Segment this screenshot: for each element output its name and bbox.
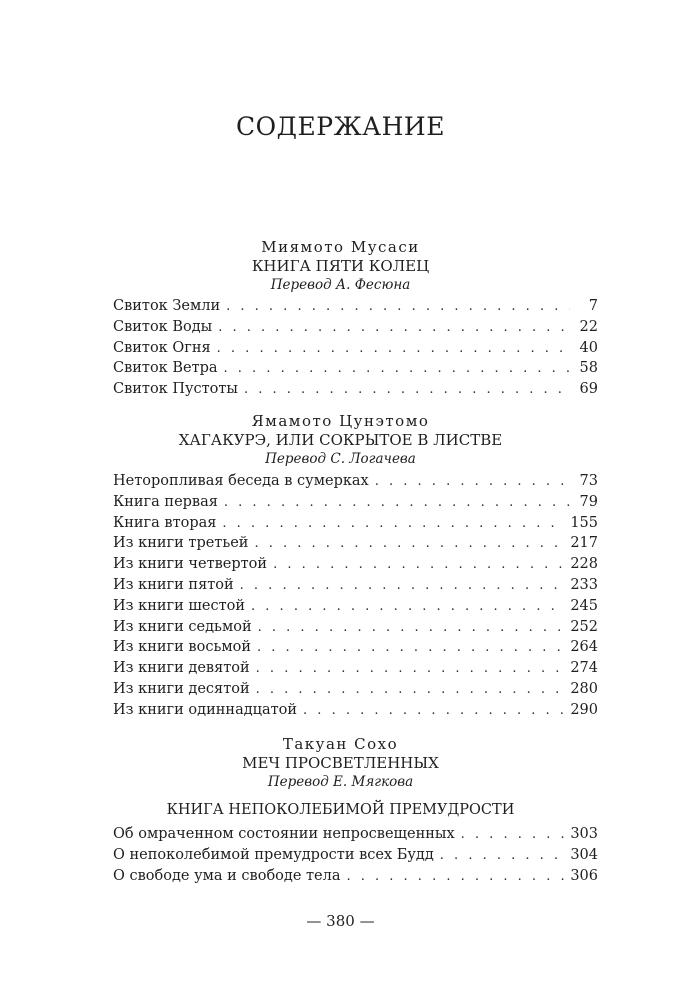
toc-list-tsunetomo xyxy=(113,473,598,723)
toc-entry[interactable] xyxy=(113,494,598,515)
toc-entry-label: Об омраченном состоянии непросвещенных xyxy=(113,826,455,842)
book-author: Миямото Мусаси xyxy=(261,238,420,256)
toc-entry-page: 155 xyxy=(570,514,598,531)
toc-leader-dots xyxy=(375,474,570,489)
toc-entry[interactable] xyxy=(113,639,598,660)
page-title: СОДЕРЖАНИЕ xyxy=(236,112,445,141)
toc-entry-page: 274 xyxy=(570,660,598,677)
toc-entry-label: Свиток Огня xyxy=(113,339,211,356)
toc-entry-page: 304 xyxy=(570,846,598,863)
toc-entry[interactable] xyxy=(113,847,598,868)
book-header-soho xyxy=(0,735,681,791)
toc-entry-page: 303 xyxy=(570,826,598,842)
toc-entry-label: Из книги девятой xyxy=(113,660,250,677)
toc-leader-dots xyxy=(273,557,564,572)
toc-leader-dots xyxy=(224,361,570,376)
toc-entry-page: 290 xyxy=(570,701,598,718)
toc-entry-label: Книга первая xyxy=(113,493,218,510)
toc-entry-label: Из книги десятой xyxy=(113,680,250,697)
toc-entry-page: 22 xyxy=(579,318,598,335)
toc-entry-label: Книга вторая xyxy=(113,514,217,531)
toc-entry-page: 252 xyxy=(570,618,598,635)
toc-entry-label: Свиток Земли xyxy=(113,298,221,314)
book-header-tsunetomo xyxy=(0,412,681,468)
toc-entry[interactable] xyxy=(113,319,598,340)
toc-list-soho xyxy=(113,826,598,888)
toc-entry-page: 264 xyxy=(570,639,598,656)
toc-leader-dots xyxy=(217,341,570,356)
toc-entry-page: 58 xyxy=(579,360,598,377)
toc-entry-page: 69 xyxy=(579,381,598,398)
book-title: ХАГАКУРЭ, ИЛИ СОКРЫТОЕ В ЛИСТВЕ xyxy=(178,431,503,449)
book-header-musashi xyxy=(0,238,681,294)
book-title: МЕЧ ПРОСВЕТЛЕННЫХ xyxy=(242,754,439,772)
toc-entry-label: Из книги пятой xyxy=(113,576,234,593)
book-translator: Перевод Е. Мягкова xyxy=(267,774,414,790)
toc-entry-label: Свиток Воды xyxy=(113,318,213,335)
book-subsection-title: КНИГА НЕПОКОЛЕБИМОЙ ПРЕМУДРОСТИ xyxy=(166,802,515,818)
toc-entry[interactable] xyxy=(113,360,598,381)
book-translator: Перевод А. Фесюна xyxy=(270,277,411,293)
toc-entry-label: Неторопливая беседа в сумерках xyxy=(113,473,369,489)
toc-leader-dots xyxy=(258,620,565,635)
toc-entry[interactable] xyxy=(113,598,598,619)
toc-leader-dots xyxy=(226,299,570,314)
toc-entry-page: 233 xyxy=(570,576,598,593)
toc-leader-dots xyxy=(257,640,564,655)
toc-leader-dots xyxy=(240,578,565,593)
toc-entry-label: Свиток Пустоты xyxy=(113,381,238,398)
toc-leader-dots xyxy=(222,516,564,531)
toc-entry[interactable] xyxy=(113,826,598,847)
toc-entry-label: Из книги третьей xyxy=(113,535,249,552)
toc-entry[interactable] xyxy=(113,702,598,723)
toc-entry[interactable] xyxy=(113,473,598,494)
toc-entry-page: 73 xyxy=(579,473,598,489)
toc-leader-dots xyxy=(256,661,565,676)
toc-leader-dots xyxy=(251,599,564,614)
toc-entry-page: 228 xyxy=(570,556,598,573)
toc-leader-dots xyxy=(461,827,565,842)
toc-leader-dots xyxy=(440,848,565,863)
toc-entry[interactable] xyxy=(113,298,598,319)
toc-leader-dots xyxy=(303,703,564,718)
toc-entry-page: 245 xyxy=(570,597,598,614)
toc-entry-label: О непоколебимой премудрости всех Будд xyxy=(113,846,434,863)
toc-entry[interactable] xyxy=(113,381,598,402)
toc-leader-dots xyxy=(254,536,564,551)
toc-entry-page: 280 xyxy=(570,680,598,697)
toc-entry[interactable] xyxy=(113,681,598,702)
toc-leader-dots xyxy=(244,382,570,397)
toc-entry-page: 217 xyxy=(570,535,598,552)
toc-entry[interactable] xyxy=(113,535,598,556)
book-author: Такуан Сохо xyxy=(282,735,399,753)
toc-entry[interactable] xyxy=(113,660,598,681)
book-translator: Перевод С. Логачева xyxy=(265,451,416,467)
toc-entry[interactable] xyxy=(113,340,598,361)
book-title: КНИГА ПЯТИ КОЛЕЦ xyxy=(251,257,430,275)
toc-leader-dots xyxy=(218,320,570,335)
toc-entry-label: Из книги одиннадцатой xyxy=(113,701,298,718)
toc-entry-page: 306 xyxy=(570,867,598,884)
toc-entry[interactable] xyxy=(113,868,598,889)
book-author: Ямамото Цунэтомо xyxy=(251,412,430,430)
toc-entry-label: Из книги седьмой xyxy=(113,618,252,635)
toc-entry-page: 79 xyxy=(579,493,598,510)
toc-leader-dots xyxy=(346,869,564,884)
toc-entry[interactable] xyxy=(113,619,598,640)
toc-entry-label: О свободе ума и свободе тела xyxy=(113,867,341,884)
page-number: — 380 — xyxy=(306,912,375,930)
toc-entry-label: Свиток Ветра xyxy=(113,360,218,377)
toc-entry-label: Из книги восьмой xyxy=(113,639,252,656)
toc-entry[interactable] xyxy=(113,577,598,598)
toc-entry[interactable] xyxy=(113,556,598,577)
toc-entry-label: Из книги шестой xyxy=(113,597,246,614)
toc-entry-page: 40 xyxy=(579,339,598,356)
toc-leader-dots xyxy=(224,495,570,510)
toc-list-musashi xyxy=(113,298,598,402)
toc-entry[interactable] xyxy=(113,515,598,536)
toc-entry-label: Из книги четвертой xyxy=(113,556,268,573)
toc-leader-dots xyxy=(256,682,565,697)
toc-entry-page: 7 xyxy=(588,298,598,314)
